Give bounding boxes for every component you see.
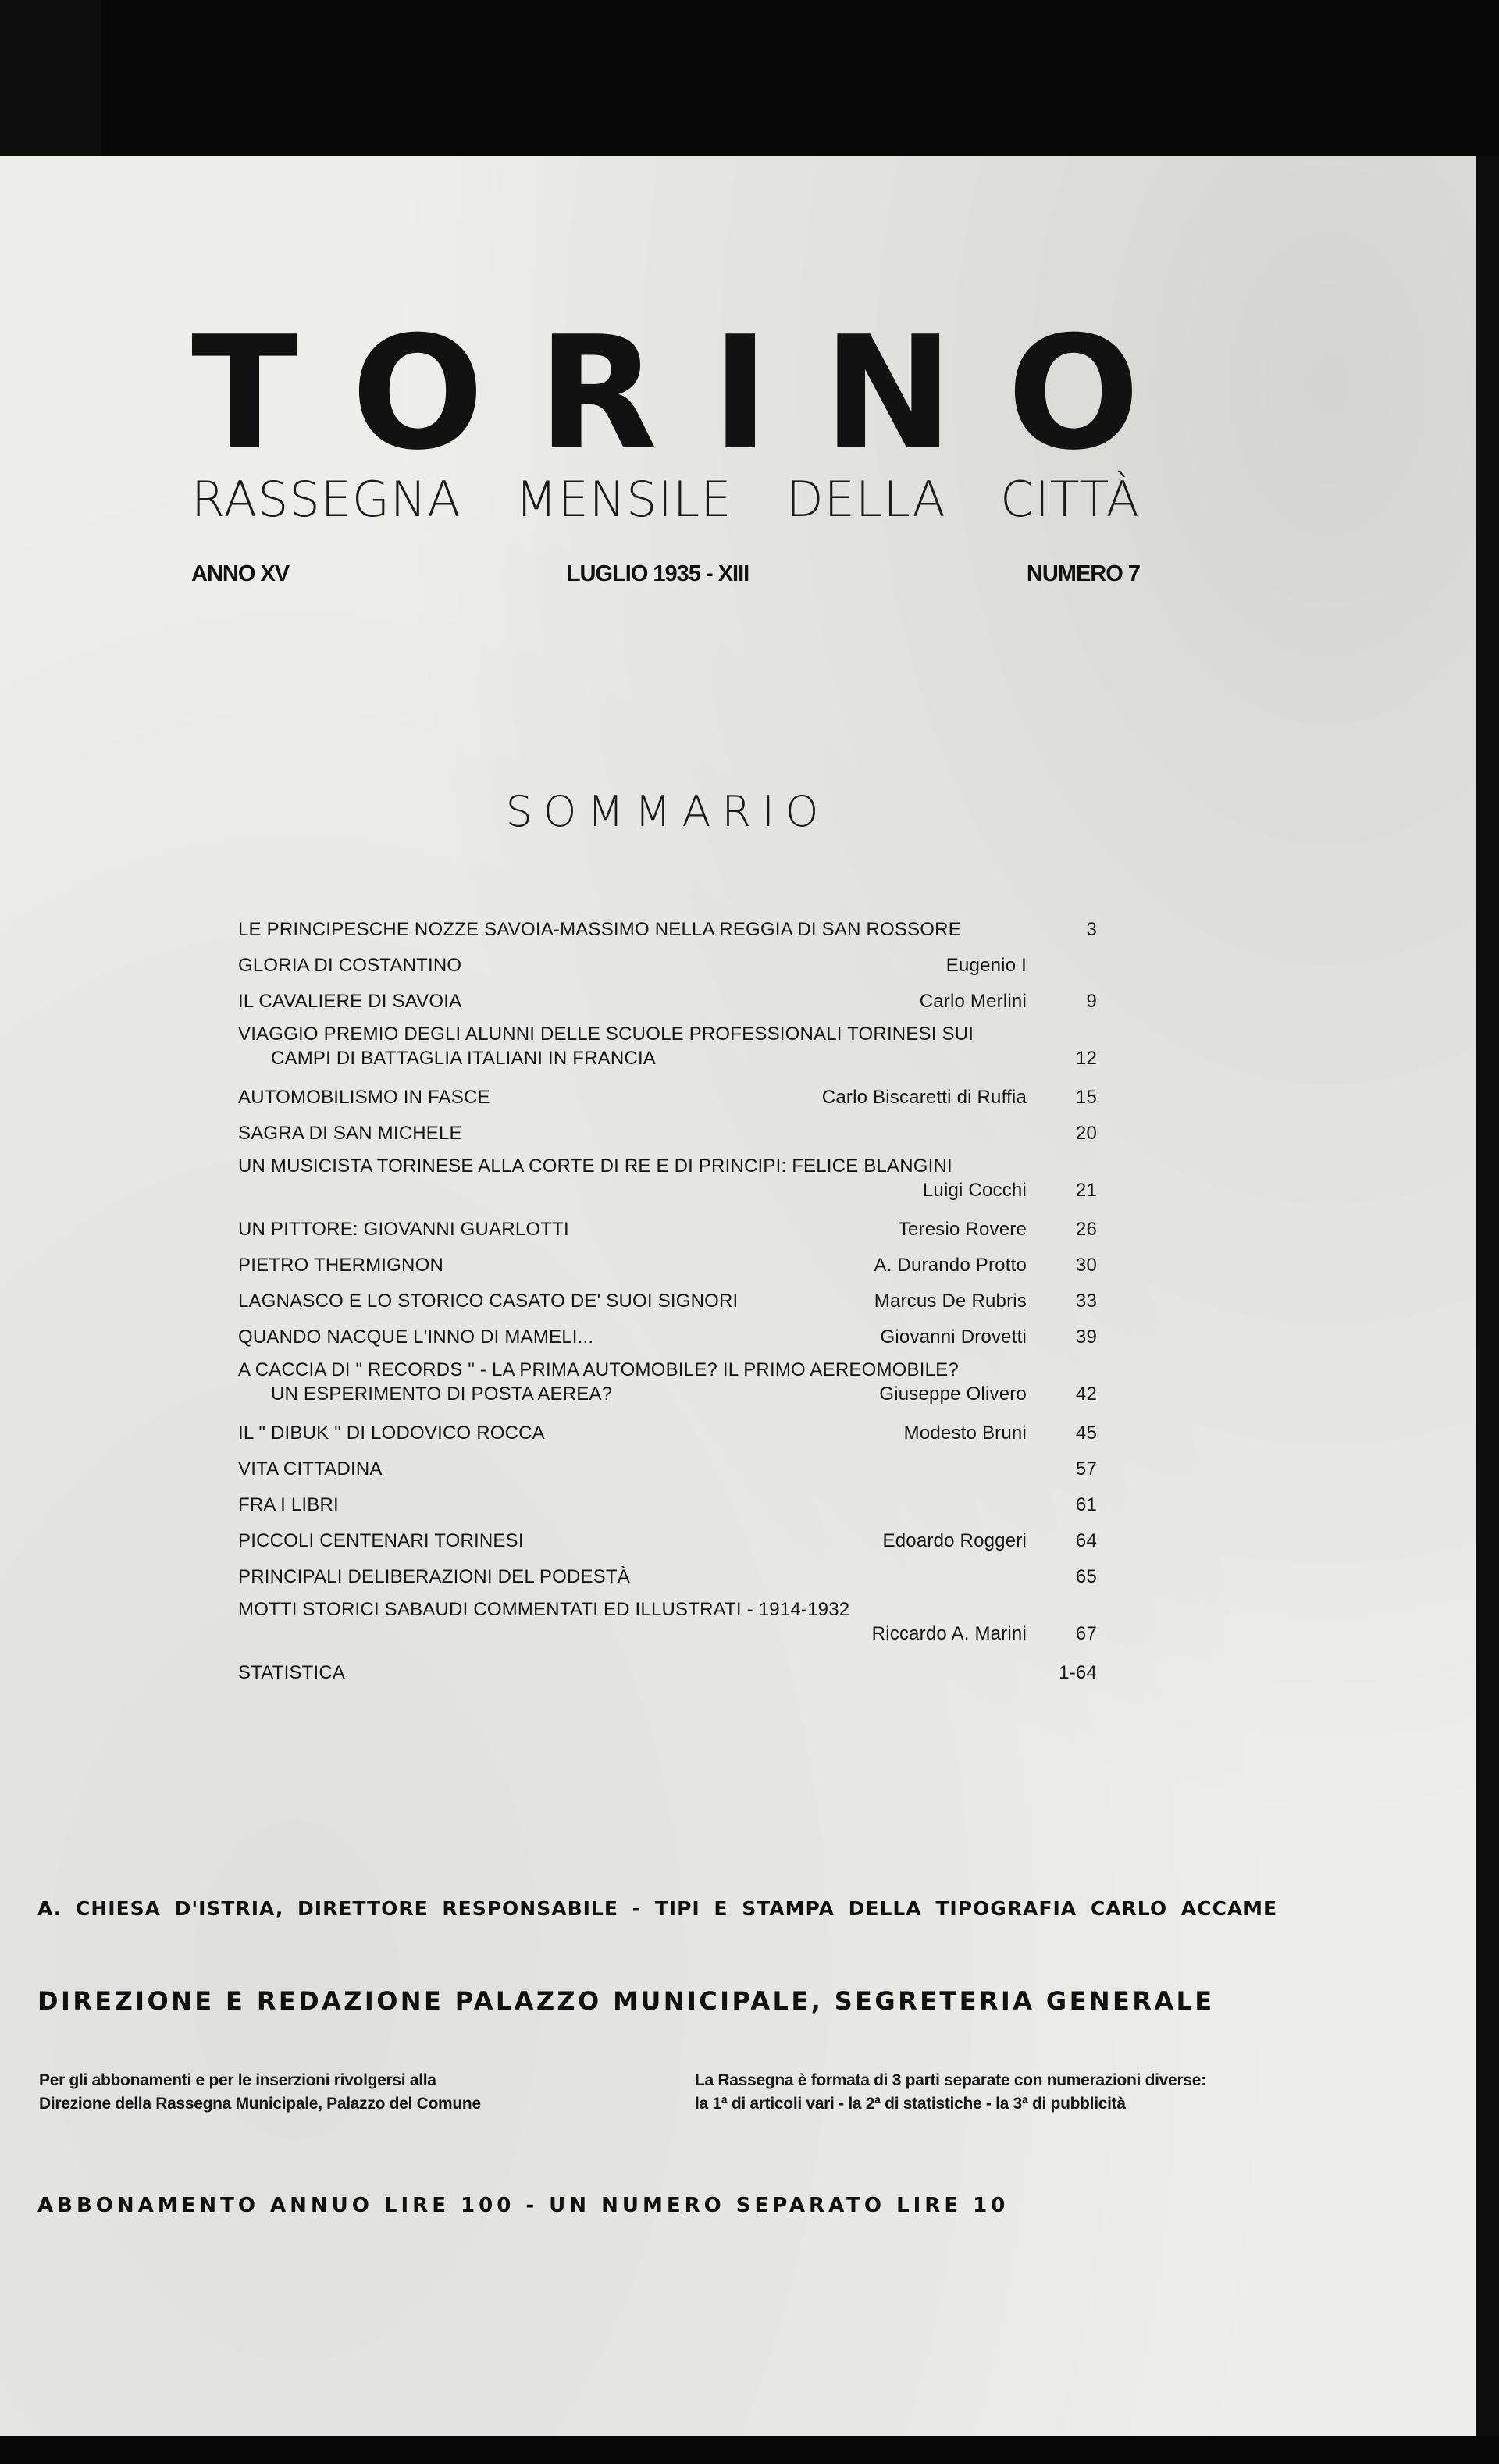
toc-entry-author: Eugenio I	[945, 955, 1027, 976]
toc-entry-author: Carlo Merlini	[919, 991, 1027, 1012]
toc-entry-title: VITA CITTADINA	[238, 1458, 383, 1479]
toc-entry	[238, 1559, 1097, 1595]
toc-entry-title: PICCOLI CENTENARI TORINESI	[238, 1530, 524, 1551]
toc-entry	[238, 1080, 1097, 1116]
toc-entry	[238, 1248, 1097, 1284]
toc-entry-author: Giovanni Drovetti	[880, 1326, 1027, 1348]
toc-entry	[238, 1487, 1097, 1523]
toc-entry-page: 42	[1075, 1383, 1097, 1405]
toc-entry-title: UN PITTORE: GIOVANNI GUARLOTTI	[238, 1219, 569, 1240]
toc-entry	[238, 912, 1097, 948]
toc-entry-page: 3	[1086, 919, 1097, 940]
toc-entry-title: LE PRINCIPESCHE NOZZE SAVOIA-MASSIMO NELLA REGGIA DI SAN ROSSORE	[238, 919, 961, 940]
toc-entry	[238, 1415, 1097, 1451]
masthead-letter: R	[537, 303, 658, 485]
issue-date: LUGLIO 1935 - XIII	[566, 561, 750, 586]
toc-entry	[238, 1595, 1097, 1655]
toc-entry-author: Riccardo A. Marini	[871, 1623, 1027, 1644]
toc-entry-title: PRINCIPALI DELIBERAZIONI DEL PODESTÀ	[238, 1566, 630, 1587]
table-of-contents	[238, 912, 1097, 1691]
toc-entry	[238, 1152, 1097, 1212]
toc-entry-title: GLORIA DI COSTANTINO	[238, 955, 462, 976]
format-note-line: la 1ª di articoli vari - la 2ª di statistiche - la 3ª di pubblicità	[695, 2095, 1126, 2113]
toc-entry-title: IL " DIBUK " DI LODOVICO ROCCA	[238, 1422, 545, 1444]
toc-entry-author: Giuseppe Olivero	[879, 1383, 1027, 1405]
toc-entry-title: IL CAVALIERE DI SAVOIA	[238, 991, 462, 1012]
issue-year: ANNO XV	[191, 561, 290, 586]
masthead-letter: N	[823, 303, 954, 485]
toc-entry-page: 39	[1075, 1326, 1097, 1348]
toc-entry-page: 9	[1086, 991, 1097, 1012]
issue-line	[191, 554, 1140, 593]
toc-entry-page: 1-64	[1059, 1662, 1097, 1683]
toc-entry-page: 15	[1075, 1087, 1097, 1108]
toc-entry-page: 64	[1075, 1530, 1097, 1551]
toc-entry-title: VIAGGIO PREMIO DEGLI ALUNNI DELLE SCUOLE PROFESSIONALI TORINESI SUI	[238, 1024, 974, 1045]
toc-entry-title: UN MUSICISTA TORINESE ALLA CORTE DI RE E DI PRINCIPI: FELICE BLANGINI	[238, 1155, 952, 1177]
toc-entry	[238, 1523, 1097, 1559]
masthead-letter: O	[1006, 303, 1140, 485]
toc-entry-title: LAGNASCO E LO STORICO CASATO DE' SUOI SIGNORI	[238, 1291, 739, 1312]
toc-entry-title: FRA I LIBRI	[238, 1494, 339, 1515]
masthead-letter: I	[711, 303, 770, 485]
toc-entry-author: A. Durando Protto	[874, 1255, 1027, 1276]
toc-entry-title: QUANDO NACQUE L'INNO DI MAMELI...	[238, 1326, 594, 1348]
toc-entry-title: A CACCIA DI " RECORDS " - LA PRIMA AUTOMOBILE? IL PRIMO AEREOMOBILE?	[238, 1359, 959, 1380]
toc-entry-page: 26	[1075, 1219, 1097, 1240]
toc-entry	[238, 1451, 1097, 1487]
toc-entry-page: 57	[1075, 1458, 1097, 1479]
toc-entry-page: 33	[1075, 1291, 1097, 1312]
toc-entry-author: Luigi Cocchi	[922, 1180, 1027, 1201]
toc-entry-author: Marcus De Rubris	[874, 1291, 1027, 1312]
toc-entry-title: AUTOMOBILISMO IN FASCE	[238, 1087, 490, 1108]
masthead-letter: O	[351, 303, 484, 485]
toc-title: SOMMARIO	[505, 787, 830, 836]
toc-entry	[238, 1020, 1097, 1080]
toc-entry	[238, 1284, 1097, 1319]
toc-entry	[238, 1319, 1097, 1355]
toc-entry	[238, 1655, 1097, 1691]
toc-entry	[238, 948, 1097, 984]
toc-entry	[238, 1116, 1097, 1152]
editorial-address: DIREZIONE E REDAZIONE PALAZZO MUNICIPALE, SEGRETERIA GENERALE	[37, 1986, 1215, 2016]
toc-entry	[238, 984, 1097, 1020]
subscription-note	[39, 2069, 586, 2124]
toc-entry-title: SAGRA DI SAN MICHELE	[238, 1123, 462, 1144]
toc-entry-page: 12	[1075, 1048, 1097, 1069]
subscription-price: ABBONAMENTO ANNUO LIRE 100 - UN NUMERO SEPARATO LIRE 10	[37, 2194, 1009, 2217]
toc-entry	[238, 1355, 1097, 1415]
toc-entry-page: 21	[1075, 1180, 1097, 1201]
subscription-note-line: Direzione della Rassegna Municipale, Palazzo del Comune	[39, 2095, 481, 2113]
toc-entry-author: Carlo Biscaretti di Ruffia	[821, 1087, 1027, 1108]
toc-entry-title: MOTTI STORICI SABAUDI COMMENTATI ED ILLUSTRATI - 1914-1932	[238, 1599, 850, 1620]
toc-entry	[238, 1212, 1097, 1248]
toc-entry-page: 61	[1075, 1494, 1097, 1515]
issue-number: NUMERO 7	[1026, 561, 1140, 586]
toc-entry-author: Modesto Bruni	[903, 1422, 1027, 1444]
toc-entry-page: 65	[1075, 1566, 1097, 1587]
subscription-note-line: Per gli abbonamenti e per le inserzioni rivolgersi alla	[39, 2071, 436, 2089]
toc-entry-title: PIETRO THERMIGNON	[238, 1255, 443, 1276]
toc-entry-page: 20	[1075, 1123, 1097, 1144]
toc-entry-author: Edoardo Roggeri	[882, 1530, 1027, 1551]
toc-entry-title-continued: CAMPI DI BATTAGLIA ITALIANI IN FRANCIA	[271, 1048, 657, 1069]
format-note-line: La Rassegna è formata di 3 parti separate con numerazioni diverse:	[695, 2071, 1206, 2089]
printer-credit: A. CHIESA D'ISTRIA, DIRETTORE RESPONSABILE - TIPI E STAMPA DELLA TIPOGRAFIA CARLO ACCAME	[37, 1897, 1278, 1920]
toc-entry-page: 45	[1075, 1422, 1097, 1444]
toc-entry-page: 67	[1075, 1623, 1097, 1644]
masthead-letter: T	[191, 303, 298, 485]
toc-entry-page: 30	[1075, 1255, 1097, 1276]
scan-border-top	[101, 0, 1499, 156]
toc-entry-title: STATISTICA	[238, 1662, 346, 1683]
masthead-title	[191, 303, 1140, 485]
toc-entry-title-continued: UN ESPERIMENTO DI POSTA AEREA?	[271, 1383, 613, 1405]
toc-entry-author: Teresio Rovere	[898, 1219, 1027, 1240]
scan-border-bottom	[0, 2436, 1499, 2464]
format-note	[695, 2069, 1304, 2124]
subtitle: RASSEGNA MENSILE DELLA CITTÀ	[191, 471, 1140, 528]
